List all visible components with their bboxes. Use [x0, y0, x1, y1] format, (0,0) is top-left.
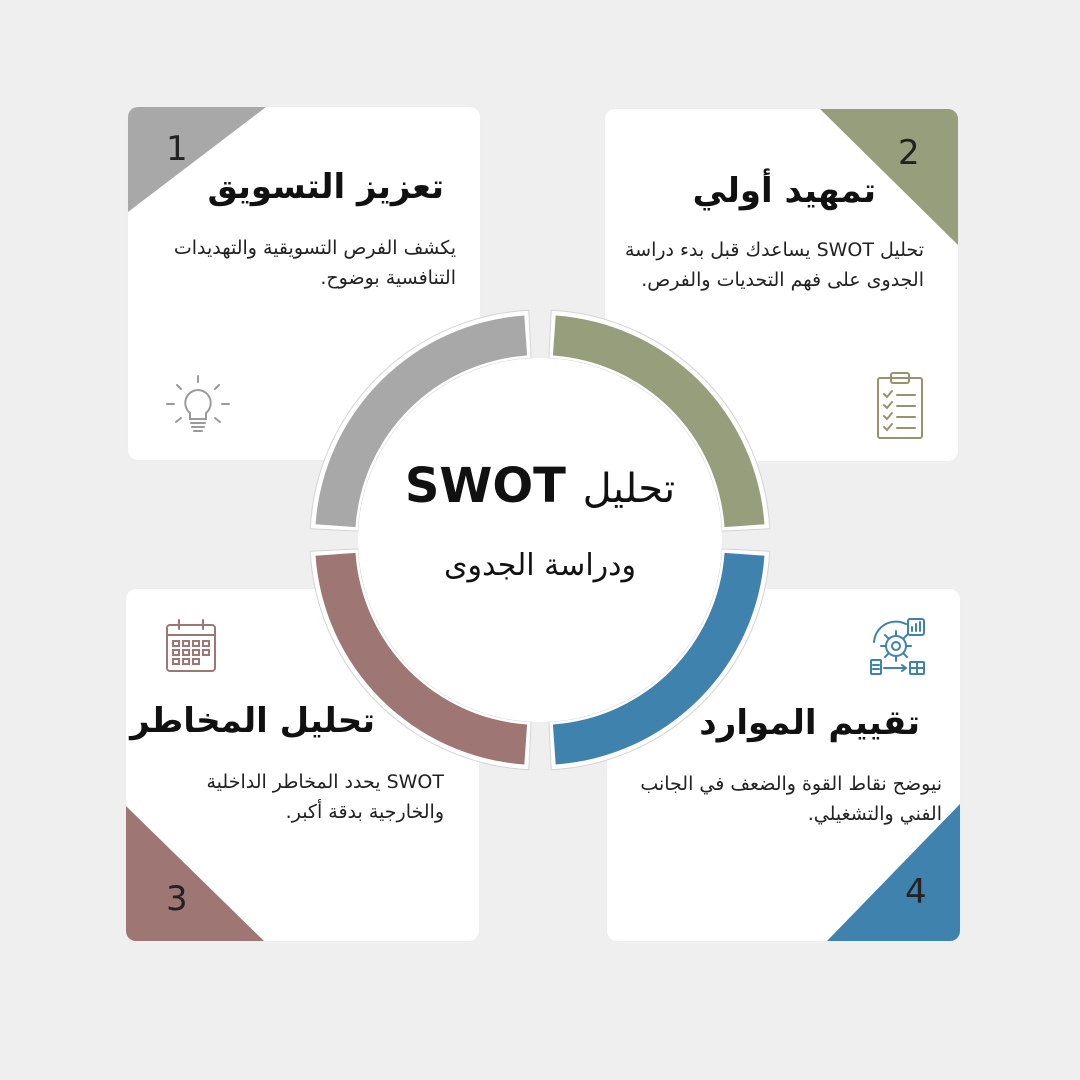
card-title: تحليل المخاطر	[130, 701, 375, 741]
center-subtitle: ودراسة الجدوى	[444, 548, 636, 583]
center-title-arabic: تحليل	[582, 466, 676, 512]
card-title: تمهيد أولي	[692, 171, 876, 211]
card-title: تقييم الموارد	[699, 703, 920, 743]
center-title	[360, 458, 720, 516]
step-number: 3	[166, 879, 188, 919]
center-title-latin: SWOT	[404, 458, 566, 514]
card-description: نيوضح نقاط القوة والضعف في الجانب الفني والتشغيلي.	[640, 773, 942, 826]
card-title: تعزيز التسويق	[207, 167, 444, 207]
step-number: 1	[166, 129, 188, 169]
step-number: 2	[898, 133, 920, 173]
center-circle	[358, 358, 722, 722]
card-description: SWOT يحدد المخاطر الداخلية والخارجية بدقة أكبر.	[206, 771, 444, 824]
step-number: 4	[905, 872, 927, 912]
card-description: يكشف الفرص التسويقية والتهديدات التنافسية بوضوح.	[173, 237, 456, 290]
card-description: تحليل SWOT يساعدك قبل بدء دراسة الجدوى على فهم التحديات والفرص.	[624, 239, 924, 292]
